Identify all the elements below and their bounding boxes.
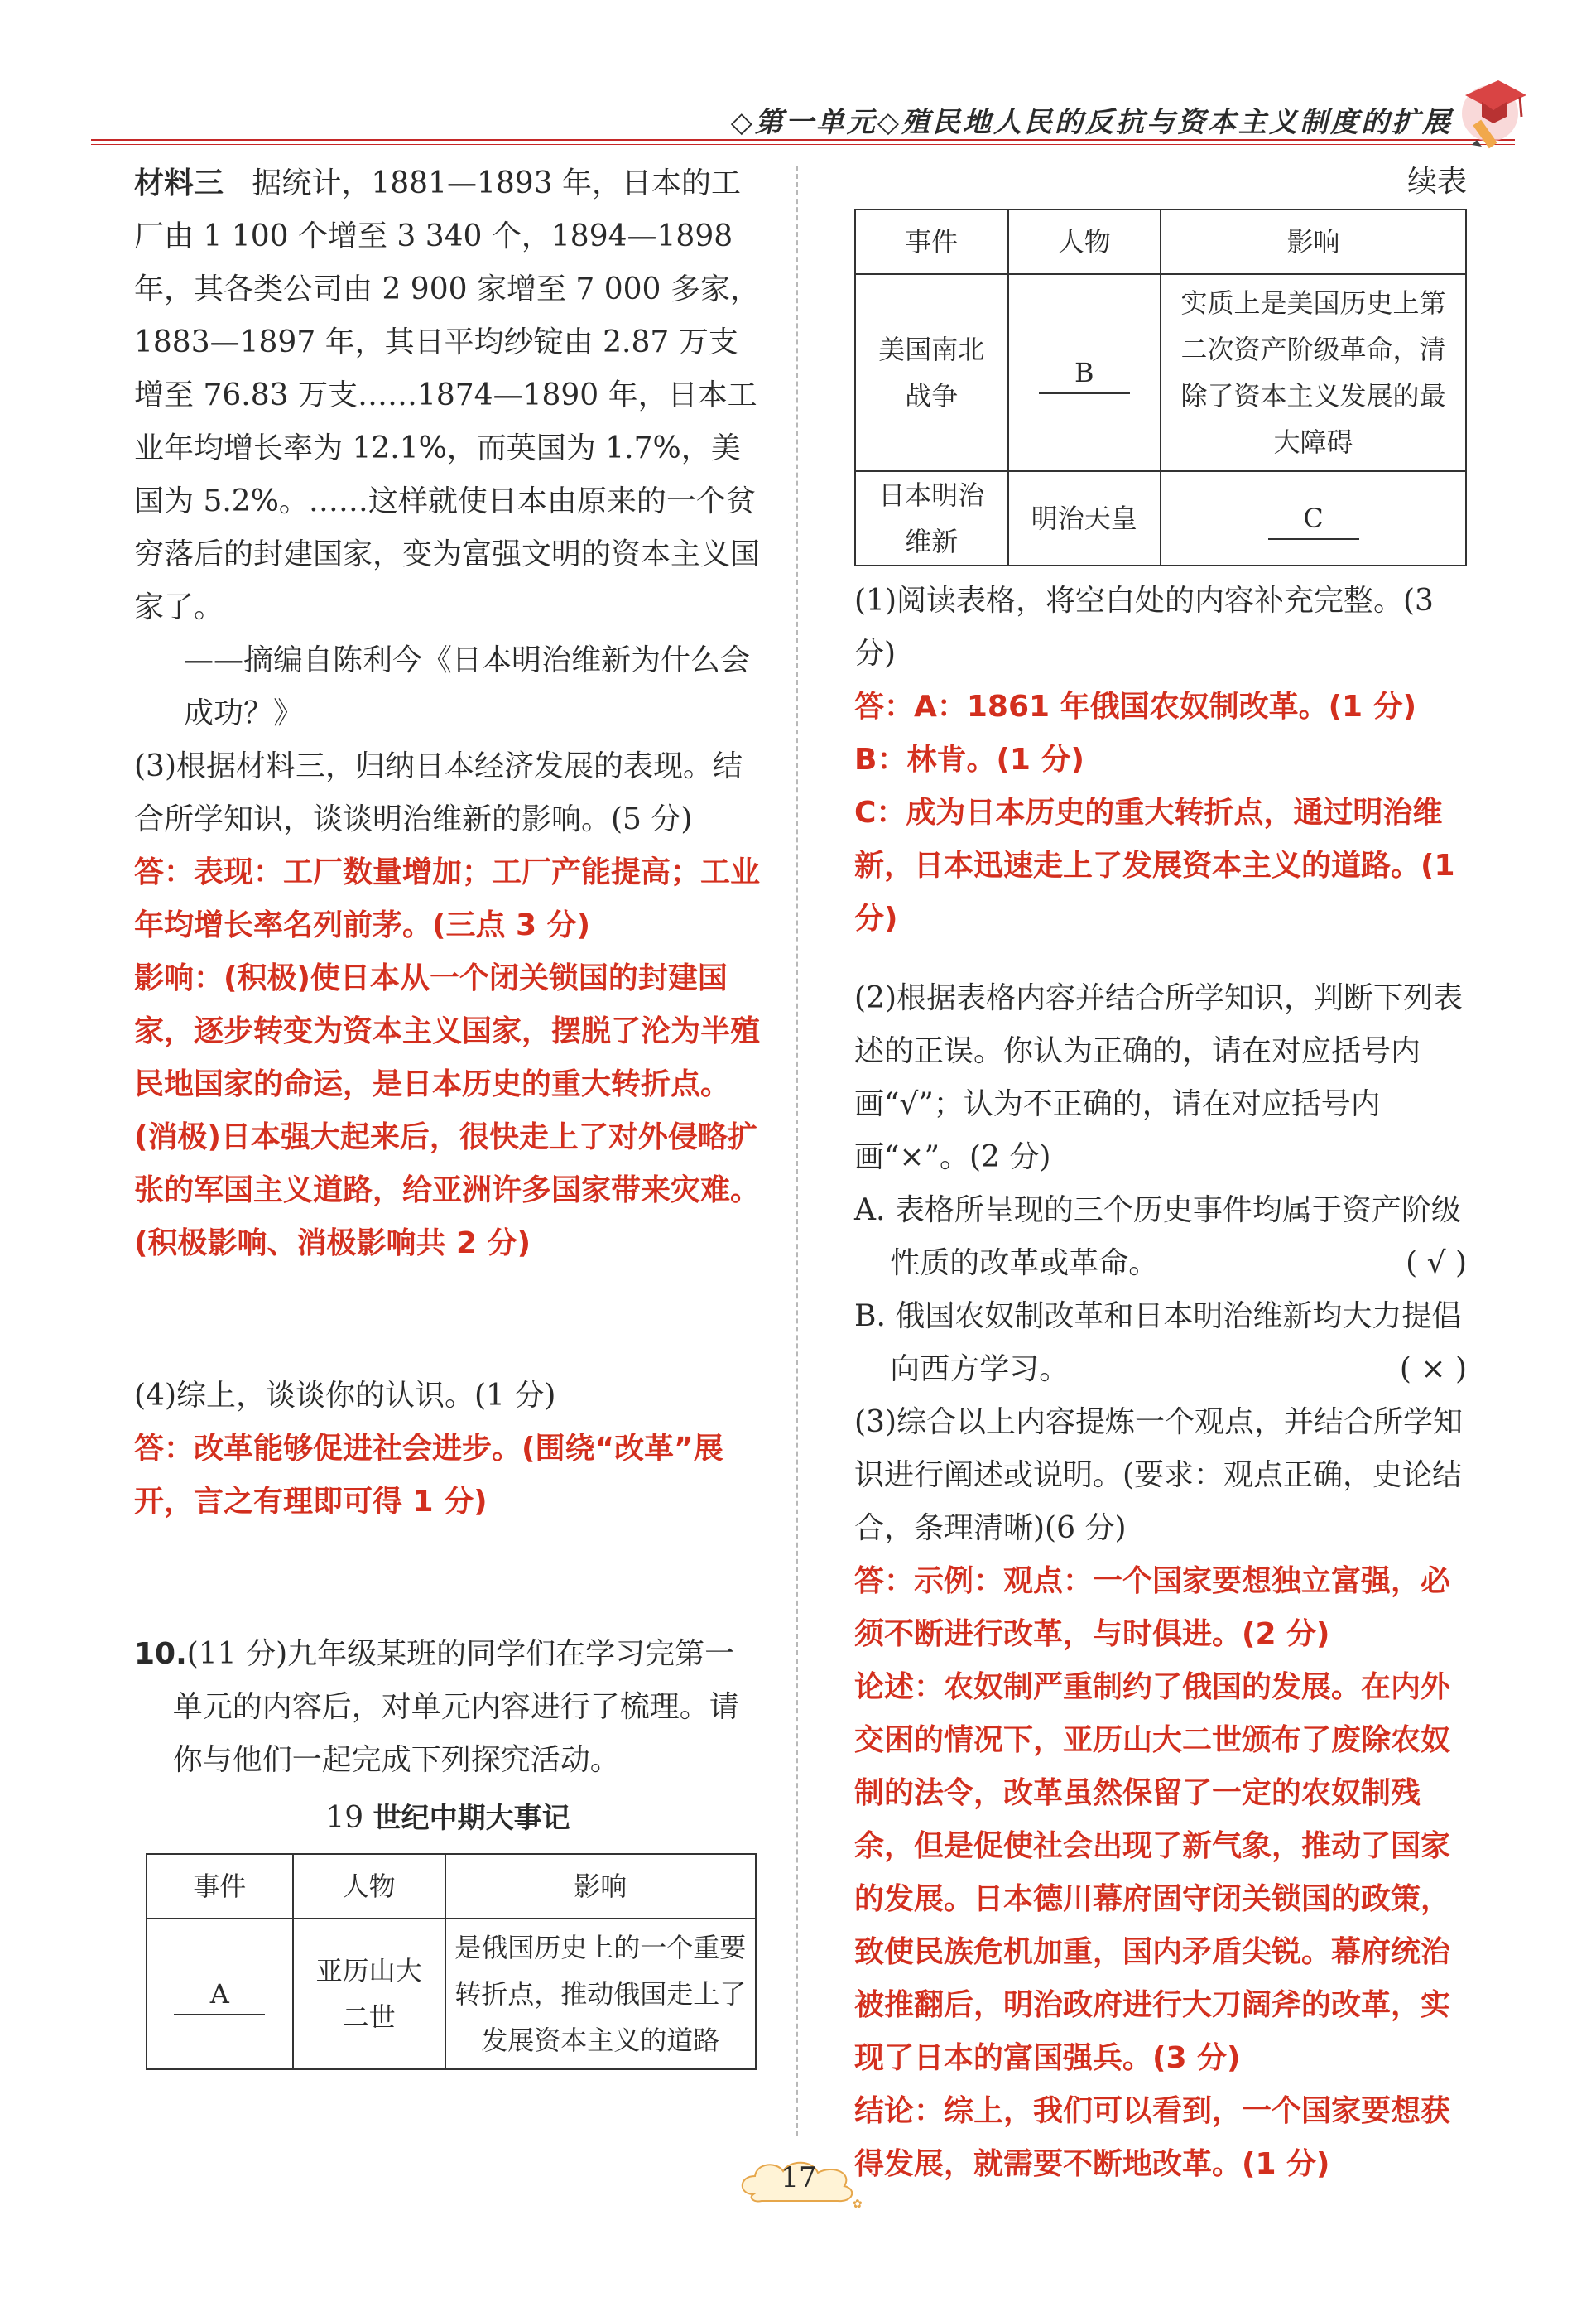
- table-header-row: [147, 1854, 756, 1919]
- table-header-row: [855, 209, 1466, 274]
- q3-answer-impact: 影响：(积极)使日本从一个闭关锁国的封建国家，逐步转变为资本主义国家，摆脱了沦为半殖民地国家的命运，是日本历史的重大转折点。(消极)日本强大起来后，很快走上了对外侵略扩张的军国主义道路，给亚洲许多国家带来灾难。(积极影响、消极影响共 2 分): [134, 961, 761, 1260]
- header-event: 事件: [855, 209, 1008, 274]
- q1-prompt: (1)阅读表格，将空白处的内容补充完整。(3 分): [854, 584, 1434, 671]
- material-three-label: 材料三: [134, 166, 224, 200]
- table-title-century: 19: [325, 1801, 364, 1835]
- graduation-cap-pencil-icon: [1440, 62, 1540, 153]
- table-row: [855, 274, 1466, 471]
- table-title: [134, 1792, 762, 1845]
- q1-answer-c: C：成为日本历史的重大转折点，通过明治维新，日本迅速走上了发展资本主义的道路。(1 分): [854, 796, 1455, 936]
- events-table-continued: [854, 209, 1467, 566]
- header-person: 人物: [293, 1854, 445, 1919]
- q3-answer-conclusion: 结论：综上，我们可以看到，一个国家要想获得发展，就需要不断地改革。(1 分): [854, 2094, 1451, 2181]
- table-row: [147, 1919, 756, 2069]
- cell-person: 明治天皇: [1008, 471, 1161, 566]
- column-divider: [796, 166, 798, 2136]
- material-three-text: 据统计，1881—1893 年，日本的工厂由 1 100 个增至 3 340 个，1894—1898 年，其各类公司由 2 900 家增至 7 000 多家，1883—1897 年，其日平均纱锭由 2.87 万支增至 76.83 万支……1874—1890 年，日本工业年均增长率为 12.1%，而英国为 1.7%，美国为 5.2%。……这样就使日本由原来的一个贫穷落后的封建国家，变为富强文明的资本主义国家了。: [134, 166, 761, 624]
- cell-person-blank[interactable]: [1008, 274, 1161, 471]
- q10-text: (11 分)九年级某班的同学们在学习完第一单元的内容后，对单元内容进行了梳理。请你与他们一起完成下列探究活动。: [172, 1637, 739, 1777]
- blank-a[interactable]: A: [174, 1974, 265, 2015]
- material-three-source: ——摘编自陈利今《日本明治维新为什么会成功？》: [184, 643, 751, 730]
- q3-prompt: (3)综合以上内容提炼一个观点，并结合所学知识进行阐述或说明。(要求：观点正确，史论结合，条理清晰)(6 分): [854, 1405, 1463, 1545]
- header-rule: [91, 139, 1515, 141]
- q3-answer-argument: 论述：农奴制严重制约了俄国的发展。在内外交困的情况下，亚历山大二世颁布了废除农奴制的法令，改革虽然保留了一定的农奴制残余，但是促使社会出现了新气象，推动了国家的发展。日本德川幕府固守闭关锁国的政策，致使民族危机加重，国内矛盾尖锐。幕府统治被推翻后，明治政府进行大刀阔斧的改革，实现了日本的富国强兵。(3 分): [854, 1670, 1451, 2075]
- events-table: [146, 1853, 757, 2070]
- right-column: [854, 157, 1467, 2191]
- header-person: 人物: [1008, 209, 1161, 274]
- q4-answer: 答：改革能够促进社会进步。(围绕“改革”展开，言之有理即可得 1 分): [134, 1432, 723, 1519]
- option-b-mark: ( × ): [1399, 1352, 1467, 1386]
- cell-event: 日本明治维新: [855, 471, 1008, 566]
- q3-prompt: (3)根据材料三，归纳日本经济发展的表现。结合所学知识，谈谈明治维新的影响。(5 分): [134, 749, 743, 836]
- option-b: [854, 1290, 1467, 1396]
- cell-effect: 实质上是美国历史上第二次资产阶级革命，清除了资本主义发展的最大障碍: [1161, 274, 1466, 471]
- page-number: [728, 2153, 869, 2211]
- option-a-mark: ( √ ): [1406, 1246, 1467, 1280]
- q10-number: 10.: [134, 1637, 187, 1671]
- spacer: [134, 1529, 762, 1628]
- q1-answer-a: 答：A：1861 年俄国农奴制改革。(1 分): [854, 690, 1417, 724]
- table-row: [855, 471, 1466, 566]
- q10-prompt: [134, 1628, 762, 1787]
- header-effect: 影响: [445, 1854, 756, 1919]
- spacer: [134, 1270, 762, 1370]
- page-number-text: 17: [781, 2161, 817, 2194]
- option-a-text: A. 表格所呈现的三个历史事件均属于资产阶级性质的改革或革命。: [854, 1193, 1461, 1280]
- header-event: 事件: [147, 1854, 293, 1919]
- option-b-text: B. 俄国农奴制改革和日本明治维新均大力提倡向西方学习。: [854, 1299, 1462, 1386]
- q4-prompt: (4)综上，谈谈你的认识。(1 分): [134, 1379, 556, 1413]
- material-three: [134, 157, 762, 634]
- option-a: [854, 1184, 1467, 1290]
- q3-answer-performance: 答：表现：工厂数量增加；工厂产能提高；工业年均增长率名列前茅。(三点 3 分): [134, 855, 761, 942]
- q3-answer-viewpoint: 答：示例：观点：一个国家要想独立富强，必须不断进行改革，与时俱进。(2 分): [854, 1564, 1451, 1651]
- blank-c[interactable]: C: [1268, 498, 1359, 540]
- cell-person: 亚历山大二世: [293, 1919, 445, 2069]
- q2-prompt: (2)根据表格内容并结合所学知识，判断下列表述的正误。你认为正确的，请在对应括号内画“√”；认为不正确的，请在对应括号内画“×”。(2 分): [854, 981, 1463, 1174]
- spacer: [854, 946, 1467, 972]
- table-title-text: 世纪中期大事记: [373, 1802, 570, 1835]
- continued-label: 续表: [1406, 165, 1467, 199]
- blank-b[interactable]: B: [1039, 353, 1130, 394]
- cell-effect: 是俄国历史上的一个重要转折点，推动俄国走上了发展资本主义的道路: [445, 1919, 756, 2069]
- q1-answer-b: B：林肯。(1 分): [854, 743, 1084, 777]
- page-header: [91, 91, 1515, 149]
- header-effect: 影响: [1161, 209, 1466, 274]
- header-rule-thin: [91, 144, 1515, 145]
- unit-title: ◇第一单元◇殖民地人民的反抗与资本主义制度的扩展: [730, 106, 1453, 139]
- cell-event-blank[interactable]: [147, 1919, 293, 2069]
- cell-event: 美国南北战争: [855, 274, 1008, 471]
- cell-effect-blank[interactable]: [1161, 471, 1466, 566]
- svg-text:✿: ✿: [853, 2198, 863, 2211]
- left-column: [134, 157, 762, 2070]
